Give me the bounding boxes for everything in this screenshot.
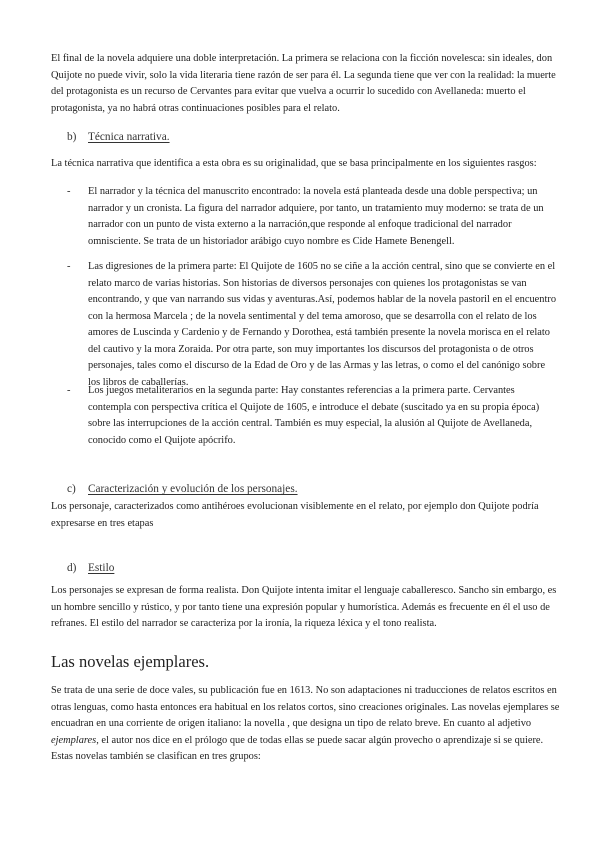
paragraph-final-novela: El final de la novela adquiere una doble interpretación. La primera se relaciona con la ficción novelesca: sin ideales, don Quijote no puede vivir, solo la vida literaria tiene razón de ser para él. La segunda tiene que ver con la realidad: la muerte del protagonista es un recurso de Cervantes para evitar que vuelva a ocurrir lo sucedido con Avellaneda: muerto el protagonista, ya no habrá otras continuaciones posibles para el relato. [51,53,556,114]
section-d-label: d) [67,562,77,574]
section-c-heading [67,482,298,496]
paragraph-novelas-em: ejemplares [51,734,97,746]
paragraph-novelas-text-a: Se trata de una serie de doce vales, su publicación fue en 1613. No son adaptaciones ni traducciones de relatos escritos en otras lenguas, como hasta entonces era habitual en los relatos cortos, sino creaciones originales. Las novelas ejemplares se encuadran en una corriente de origen italiano: la novella , que designa un tipo de relato breve. En cuanto al adjetivo [51,685,560,729]
bullet-digresiones: Las digresiones de la primera parte: El Quijote de 1605 no se ciñe a la acción central, sino que se convierte en el relato marco de varias historias. Son historias de diversos personajes con quienes los protagonistas se van encontrando, y que van narrando sus vidas y aventuras.Así, podemos hablar de la novela pastoril en el encuentro con la hermosa Marcela ; de la novela sentimental y del tema amoroso, que se desarrolla con el relato de los amores de Luscinda y Cardenio y de Fernando y Dorothea, está también presente la novela morisca en el relato del cautivo y la mora Zoraida. Por otra parte, son muy importantes los discursos del protagonista o de otros personajes, tales como el discurso de la Edad de Oro y de las Armas y las letras, o como el del canónigo sobre los libros de caballerías. [88,261,557,388]
paragraph-clasificacion: Estas novelas también se clasifican en tres grupos: [51,751,261,762]
section-b-heading [67,130,170,144]
section-b-label: b) [67,131,77,143]
bullet-narrador: El narrador y la técnica del manuscrito encontrado: la novela está planteada desde una doble perspectiva; un narrador y un cronista. La figura del narrador adquiere, por tanto, un tratamiento muy moderno: se trata de un narrador con un punto de vista externo a la narración,que responde al enfoque tradicional del narrador omnisciente. Se trata de un historiador arábigo cuyo nombre es Cide Hamete Benengell. [88,186,544,247]
bullet-marker: - [67,261,71,272]
section-d-title: Estilo [88,562,115,574]
paragraph-novelas-intro [51,683,561,749]
paragraph-tecnica-intro: La técnica narrativa que identifica a esta obra es su originalidad, que se basa principalmente en los siguientes rasgos: [51,158,537,169]
section-c-title: Caracterización y evolución de los personajes. [88,483,298,495]
bullet-juegos-metaliterarios: Los juegos metaliterarios en la segunda parte: Hay constantes referencias a la primera parte. Cervantes contempla con perspectiva crítica el Quijote de 1605, e introduce el debate (suscitado ya en su propia época) sobre las interrupciones de la acción central. También es muy especial, la alusión al Quijote de Avellaneda, conocido como el Quijote apócrifo. [88,385,540,446]
paragraph-personajes: Los personaje, caracterizados como antihéroes evolucionan visiblemente en el relato, por ejemplo don Quijote podría expresarse en tres etapas [51,501,539,529]
section-b-title: Técnica narrativa. [88,131,170,143]
section-c-label: c) [67,483,76,495]
bullet-marker: - [67,186,71,197]
paragraph-novelas-text-b: , el autor nos dice en el prólogo que de todas ellas se puede sacar algún provecho o aprendizaje si se quiere. [96,734,544,746]
heading-novelas-ejemplares: Las novelas ejemplares. [51,652,210,671]
bullet-marker: - [67,385,71,396]
paragraph-estilo: Los personajes se expresan de forma realista. Don Quijote intenta imitar el lenguaje caballeresco. Sancho sin embargo, es un hombre sencillo y rústico, y por tanto tiene una expresión popular y humorística. Además es frecuente en él el uso de refranes. El estilo del narrador se caracteriza por la ironía, la riqueza léxica y el tono realista. [51,585,557,629]
section-d-heading [67,561,114,575]
